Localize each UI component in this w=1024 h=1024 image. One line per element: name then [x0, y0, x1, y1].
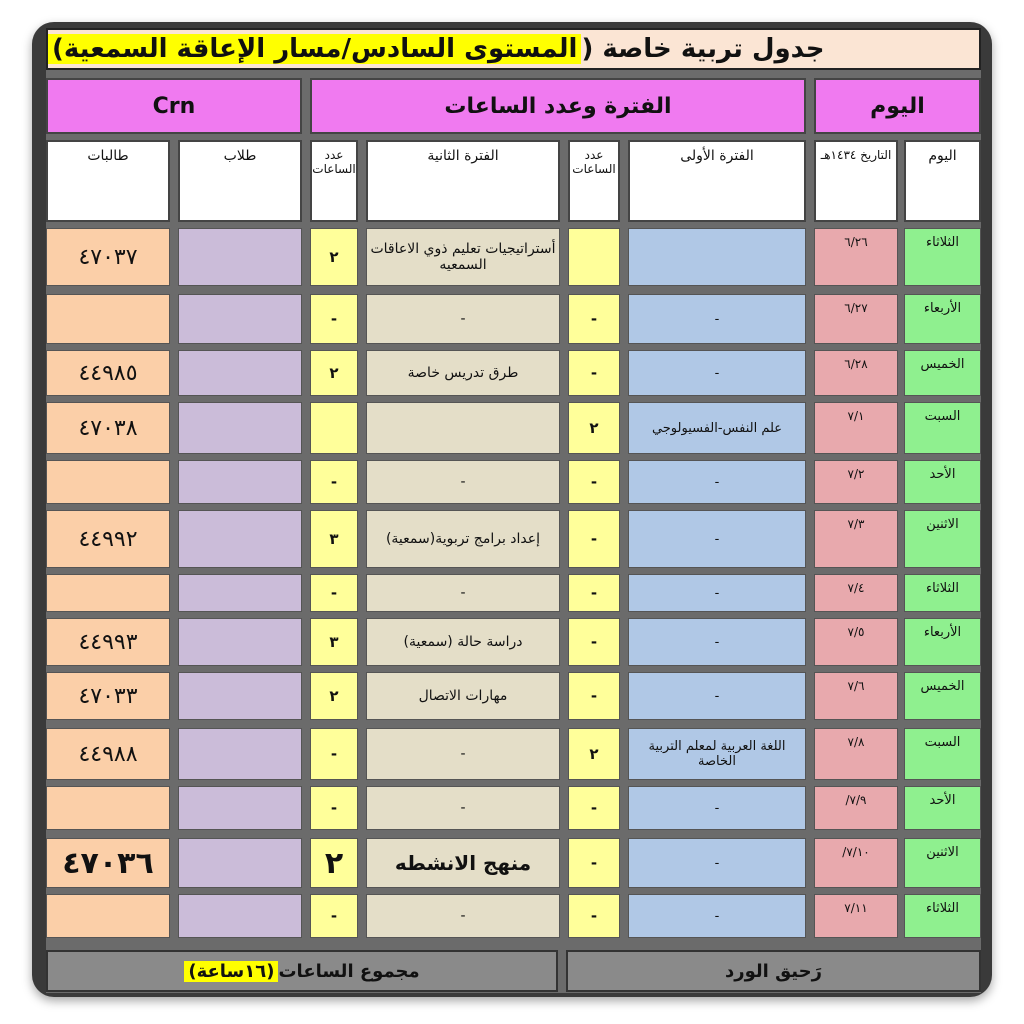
period-2-cell: -	[366, 728, 560, 780]
males-cell	[178, 672, 302, 720]
hours-1-cell: -	[568, 574, 620, 612]
period-2-cell: -	[366, 894, 560, 938]
hours-2-cell: ٢	[310, 350, 358, 396]
date-cell: ٧/١	[814, 402, 898, 454]
day-cell: الثلاثاء	[904, 894, 981, 938]
date-cell: /٧/٩	[814, 786, 898, 830]
females-cell	[46, 294, 170, 344]
period-2-cell: إعداد برامج تربوية(سمعية)	[366, 510, 560, 568]
hours-1-cell: ٢	[568, 728, 620, 780]
day-cell: الأحد	[904, 460, 981, 504]
period-1-cell: -	[628, 786, 806, 830]
hours-2-cell: -	[310, 294, 358, 344]
females-cell	[46, 574, 170, 612]
females-cell: ٤٧٠٣٧	[46, 228, 170, 286]
hours-1-cell: ٢	[568, 402, 620, 454]
period-2-cell: -	[366, 294, 560, 344]
period-1-cell: -	[628, 574, 806, 612]
subheader-period-1: الفترة الأولى	[628, 140, 806, 222]
males-cell	[178, 838, 302, 888]
hours-2-cell: ٢	[310, 228, 358, 286]
date-cell: ٧/٥	[814, 618, 898, 666]
date-cell: ٧/٢	[814, 460, 898, 504]
hours-2-cell	[310, 402, 358, 454]
period-1-cell	[628, 228, 806, 286]
hours-2-cell: -	[310, 574, 358, 612]
hours-1-cell	[568, 228, 620, 286]
date-cell: ٦/٢٨	[814, 350, 898, 396]
hours-2-cell: -	[310, 786, 358, 830]
date-cell: ٦/٢٦	[814, 228, 898, 286]
period-1-cell: -	[628, 510, 806, 568]
subheader-day: اليوم	[904, 140, 981, 222]
females-cell: ٤٧٠٣٦	[46, 838, 170, 888]
hours-1-cell: -	[568, 786, 620, 830]
period-1-cell: -	[628, 838, 806, 888]
period-2-cell: منهج الانشطه	[366, 838, 560, 888]
males-cell	[178, 460, 302, 504]
day-cell: الخميس	[904, 350, 981, 396]
females-cell: ٤٧٠٣٨	[46, 402, 170, 454]
period-2-cell	[366, 402, 560, 454]
females-cell: ٤٤٩٩٣	[46, 618, 170, 666]
date-cell: ٦/٢٧	[814, 294, 898, 344]
footer-total-highlight: (١٦ساعة)	[184, 961, 278, 982]
hours-2-cell: -	[310, 460, 358, 504]
page-title	[46, 28, 981, 70]
date-cell: ٧/٣	[814, 510, 898, 568]
date-cell: ٧/٨	[814, 728, 898, 780]
title-text: جدول تربية خاصة (	[581, 34, 825, 64]
females-cell: ٤٤٩٨٨	[46, 728, 170, 780]
hours-1-cell: -	[568, 838, 620, 888]
hours-1-cell: -	[568, 618, 620, 666]
males-cell	[178, 574, 302, 612]
date-cell: ٧/٦	[814, 672, 898, 720]
hours-2-cell: ٢	[310, 672, 358, 720]
hours-1-cell: -	[568, 894, 620, 938]
day-cell: السبت	[904, 402, 981, 454]
period-1-cell: -	[628, 350, 806, 396]
period-2-cell: -	[366, 574, 560, 612]
period-1-cell: -	[628, 460, 806, 504]
females-cell: ٤٤٩٨٥	[46, 350, 170, 396]
title-highlight: المستوى السادس/مسار الإعاقة السمعية)	[48, 34, 581, 64]
footer-total-text: مجموع الساعات	[278, 960, 420, 982]
females-cell	[46, 786, 170, 830]
day-cell: الثلاثاء	[904, 228, 981, 286]
females-cell	[46, 460, 170, 504]
day-cell: الأربعاء	[904, 294, 981, 344]
footer-author: رَحيق الورد	[566, 950, 981, 992]
day-cell: الاثنين	[904, 510, 981, 568]
hours-1-cell: -	[568, 672, 620, 720]
males-cell	[178, 510, 302, 568]
day-cell: السبت	[904, 728, 981, 780]
females-cell: ٤٤٩٩٢	[46, 510, 170, 568]
day-cell: الأحد	[904, 786, 981, 830]
hours-2-cell: -	[310, 894, 358, 938]
period-2-cell: طرق تدريس خاصة	[366, 350, 560, 396]
males-cell	[178, 786, 302, 830]
period-1-cell: اللغة العربية لمعلم التربية الخاصة	[628, 728, 806, 780]
subheader-hours-1: عدد الساعات	[568, 140, 620, 222]
period-2-cell: -	[366, 460, 560, 504]
males-cell	[178, 618, 302, 666]
hours-1-cell: -	[568, 294, 620, 344]
period-1-cell: -	[628, 294, 806, 344]
date-cell: /٧/١٠	[814, 838, 898, 888]
hours-1-cell: -	[568, 350, 620, 396]
subheader-males: طلاب	[178, 140, 302, 222]
hours-2-cell: ٣	[310, 618, 358, 666]
hours-2-cell: ٣	[310, 510, 358, 568]
females-cell	[46, 894, 170, 938]
period-2-cell: أستراتيجيات تعليم ذوي الاعاقات السمعيه	[366, 228, 560, 286]
period-1-cell: علم النفس-الفسيولوجي	[628, 402, 806, 454]
males-cell	[178, 294, 302, 344]
subheader-period-2: الفترة الثانية	[366, 140, 560, 222]
day-cell: الأربعاء	[904, 618, 981, 666]
header-day-group: اليوم	[814, 78, 981, 134]
hours-1-cell: -	[568, 460, 620, 504]
hours-2-cell: ٢	[310, 838, 358, 888]
period-2-cell: مهارات الاتصال	[366, 672, 560, 720]
subheader-females: طالبات	[46, 140, 170, 222]
females-cell: ٤٧٠٣٣	[46, 672, 170, 720]
period-1-cell: -	[628, 894, 806, 938]
header-crn: Crn	[46, 78, 302, 134]
day-cell: الثلاثاء	[904, 574, 981, 612]
period-2-cell: دراسة حالة (سمعية)	[366, 618, 560, 666]
males-cell	[178, 228, 302, 286]
period-2-cell: -	[366, 786, 560, 830]
subheader-date: التاريخ ١٤٣٤هـ	[814, 140, 898, 222]
subheader-hours-2: عدد الساعات	[310, 140, 358, 222]
males-cell	[178, 728, 302, 780]
hours-1-cell: -	[568, 510, 620, 568]
day-cell: الخميس	[904, 672, 981, 720]
date-cell: ٧/٤	[814, 574, 898, 612]
males-cell	[178, 402, 302, 454]
males-cell	[178, 350, 302, 396]
period-1-cell: -	[628, 672, 806, 720]
header-period-group: الفترة وعدد الساعات	[310, 78, 806, 134]
day-cell: الاثنين	[904, 838, 981, 888]
period-1-cell: -	[628, 618, 806, 666]
hours-2-cell: -	[310, 728, 358, 780]
footer-total	[46, 950, 558, 992]
males-cell	[178, 894, 302, 938]
date-cell: ٧/١١	[814, 894, 898, 938]
